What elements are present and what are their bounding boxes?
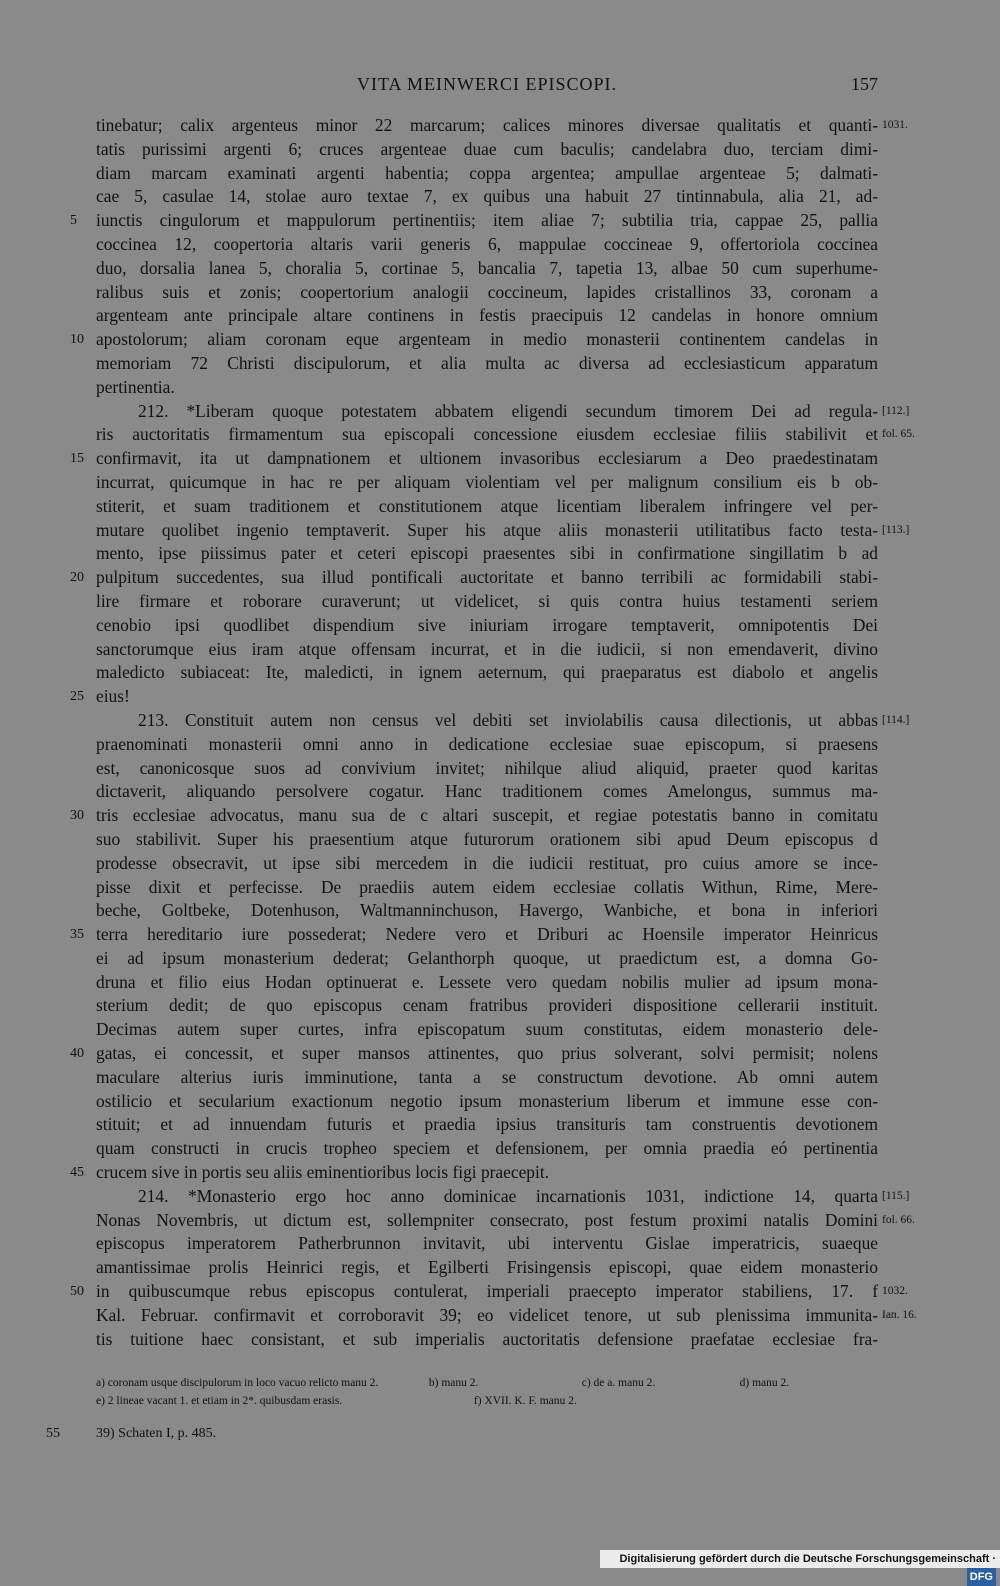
line-text: pulpitum succedentes, sua illud pontificali auctoritate et banno terribili ac formidabili stabi- bbox=[96, 567, 878, 588]
text-line bbox=[96, 400, 910, 424]
line-text: coccinea 12, coopertoria altaris varii generis 6, mappulae coccineae 9, offertoriola coccinea bbox=[96, 233, 878, 254]
line-text: druna et filio eius Hodan optinuerat e. Lessete vero quedam nobilis mulier ad ipsum mona- bbox=[96, 971, 878, 992]
text-line bbox=[96, 1066, 878, 1090]
dfg-logo: DFG bbox=[967, 1568, 996, 1586]
line-text: argenteam ante principale altare continens in festis praecipuis 12 candelas in honore omnium bbox=[96, 305, 878, 326]
footnote-e: e) 2 lineae vacant 1. et etiam in 2*. quibusdam erasis. bbox=[96, 1395, 343, 1407]
line-text: duo, dorsalia lanea 5, choralia 5, cortinae 5, bancalia 7, tapetia 13, albae 50 cum superhume- bbox=[96, 257, 878, 278]
line-text: 214. *Monasterio ergo hoc anno dominicae incarnationis 1031, indictione 14, quarta bbox=[138, 1185, 878, 1206]
line-text: 212. *Liberam quoque potestatem abbatem eligendi secundum timorem Dei ad regula- bbox=[138, 400, 878, 421]
text-line bbox=[70, 328, 878, 352]
text-line bbox=[96, 376, 878, 400]
line-number: 20 bbox=[70, 570, 84, 586]
line-text: episcopus imperatorem Patherbrunnon invitavit, ubi interventu Gislae imperatricis, suaeque bbox=[96, 1233, 878, 1254]
text-line bbox=[70, 1280, 908, 1304]
running-title: VITA MEINWERCI EPISCOPI. bbox=[356, 74, 618, 94]
text-line bbox=[70, 1042, 878, 1066]
line-text: sanctorumque eius iram atque offensam incurrat, et in die iudicii, si non emendaverit, divino bbox=[96, 638, 878, 659]
margin-note: 1032. bbox=[882, 1285, 908, 1298]
text-line bbox=[96, 780, 878, 804]
text-line bbox=[96, 1256, 878, 1280]
line-number: 5 bbox=[70, 213, 77, 229]
line-text: maledicto subiaceat: Ite, maledicti, in ignem aeternum, qui praeparatus est diabolo et angelis bbox=[96, 662, 878, 683]
text-line bbox=[96, 114, 908, 138]
reference-text: 39) Schaten I, p. 485. bbox=[96, 1426, 217, 1441]
text-line bbox=[96, 495, 878, 519]
text-line bbox=[96, 1137, 878, 1161]
line-text: est, canonicosque suos ad convivium invitet; nihilque aliud aliquid, praeter quod karitas bbox=[96, 757, 878, 778]
line-text: ostilicio et secularium exactionum negotio ipsum monasterium liberum et immune esse con- bbox=[96, 1090, 878, 1111]
text-line bbox=[96, 638, 878, 662]
line-text: crucem sive in portis seu aliis eminentioribus locis figi praecepit. bbox=[96, 1162, 550, 1183]
margin-note: [112.] bbox=[882, 404, 910, 417]
line-text: Kal. Februar. confirmavit et corroboravit 39; eo videlicet tenore, ut sub plenissima immunita- bbox=[96, 1304, 878, 1325]
text-line bbox=[96, 162, 878, 186]
text-line bbox=[70, 1161, 878, 1185]
text-line bbox=[96, 661, 878, 685]
line-text: apostolorum; aliam coronam eque argenteam in medio monasterii continentem candelas in bbox=[96, 329, 878, 350]
text-line bbox=[96, 852, 878, 876]
margin-note: 1031. bbox=[882, 119, 908, 131]
text-line bbox=[96, 281, 878, 305]
line-number: 30 bbox=[70, 808, 84, 824]
margin-note: fol. 65. bbox=[882, 428, 915, 441]
footnote-d: d) manu 2. bbox=[739, 1377, 790, 1389]
line-text: pisse dixit et perfecisse. De praediis autem eidem ecclesiae collatis Withun, Rime, Mere- bbox=[96, 876, 878, 897]
text-line bbox=[96, 542, 878, 566]
footnote-a: a) coronam usque discipulorum in loco vacuo relicto manu 2. bbox=[96, 1377, 379, 1389]
margin-note: [115.] bbox=[882, 1189, 910, 1202]
line-text: iunctis cingulorum et mappulorum pertinentiis; item aliae 7; subtilia tria, cappae 25, pallia bbox=[96, 210, 878, 231]
text-line bbox=[96, 733, 878, 757]
line-text: ris auctoritatis firmamentum sua episcopali concessione eiusdem ecclesiae filiis stabilivit et bbox=[96, 424, 878, 445]
line-text: stituit; et ad innuendam futuris et praedia ipsius transituris tam construentis devotionem bbox=[96, 1114, 878, 1135]
text-line bbox=[70, 566, 878, 590]
text-line bbox=[96, 423, 915, 447]
text-line bbox=[96, 519, 910, 543]
main-text bbox=[70, 114, 917, 1351]
text-line bbox=[96, 709, 910, 733]
line-text: tis tuitione haec consistant, et sub imperialis auctoritatis defensione praefatae ecclesiae fra- bbox=[96, 1328, 878, 1349]
line-text: maculare alterius iuris imminutione, tanta a se constructum devotione. Ab omni autem bbox=[96, 1066, 878, 1087]
line-text: prodesse obsecravit, ut ipse sibi mercedem in die iudicii restituat, pro cuius amore se ince- bbox=[96, 852, 878, 873]
text-line bbox=[96, 614, 878, 638]
line-text: stiterit, et suam traditionem et constitutionem atque licentiam liberalem infringere vel per- bbox=[96, 495, 878, 516]
text-line bbox=[96, 828, 878, 852]
running-header bbox=[96, 74, 878, 98]
line-text: sterium dedit; de quo episcopus cenam fratribus provideri dispositione cellerarii instituit. bbox=[96, 995, 878, 1016]
line-text: beche, Goltbeke, Dotenhuson, Waltmanninchuson, Havergo, Wanbiche, et bona in inferiori bbox=[96, 900, 878, 921]
margin-note: [113.] bbox=[882, 523, 910, 536]
line-text: tris ecclesiae advocatus, manu sua de c altari suscepit, et regiae potestatis banno in comitatu bbox=[96, 805, 878, 826]
text-line bbox=[70, 923, 878, 947]
text-line bbox=[96, 1232, 878, 1256]
line-text: cenobio ipsi quodlibet dispendium sive iniuriam irrogare temptaverit, omnipotentis Dei bbox=[96, 614, 878, 635]
text-line bbox=[96, 1113, 878, 1137]
text-line bbox=[96, 257, 878, 281]
footnote-line bbox=[96, 1392, 878, 1410]
text-line bbox=[70, 685, 878, 709]
line-text: ralibus suis et zonis; coopertorium analogii coccineum, lapides cristallinos 33, coronam a bbox=[96, 281, 878, 302]
text-line bbox=[70, 804, 878, 828]
text-line bbox=[70, 209, 878, 233]
line-text: 213. Constituit autem non census vel debiti set inviolabilis causa dilectionis, ut abbas bbox=[138, 709, 878, 730]
text-line bbox=[96, 233, 878, 257]
text-line bbox=[96, 1328, 878, 1352]
line-text: tinebatur; calix argenteus minor 22 marcarum; calices minores diversae qualitatis et quanti- bbox=[96, 115, 878, 135]
line-text: amantissimae prolis Heinrici regis, et Egilberti Frisingensis episcopi, quae eidem monasterio bbox=[96, 1257, 878, 1278]
line-text: incurrat, quicumque in hac re per aliquam violentiam vel per malignum consilium eis b ob- bbox=[96, 471, 878, 492]
footnote-f: f) XVII. K. F. manu 2. bbox=[473, 1395, 577, 1407]
text-line bbox=[70, 447, 878, 471]
text-line bbox=[96, 304, 878, 328]
footnote-line bbox=[96, 1374, 878, 1392]
footer-text: Digitalisierung gefördert durch die Deutsche Forschungsgemeinschaft · bbox=[619, 1553, 996, 1565]
line-text: ei ad ipsum monasterium dederat; Gelanthorph quoque, ut praedictum est, a domna Go- bbox=[96, 947, 878, 968]
footnotes bbox=[96, 1374, 878, 1410]
text-line bbox=[96, 1018, 878, 1042]
text-line bbox=[96, 971, 878, 995]
text-line bbox=[96, 471, 878, 495]
text-line bbox=[96, 185, 878, 209]
text-line bbox=[96, 590, 878, 614]
text-line bbox=[96, 994, 878, 1018]
line-text: mutare quolibet ingenio temptaverit. Super his atque aliis monasterii utilitatibus facto testa- bbox=[96, 519, 878, 540]
reference-note bbox=[46, 1424, 496, 1444]
line-number: 40 bbox=[70, 1046, 84, 1062]
text-line bbox=[96, 1090, 878, 1114]
text-line bbox=[96, 876, 878, 900]
line-text: lire firmare et roborare curaverunt; ut videlicet, si quis contra huius testamenti seriem bbox=[96, 590, 878, 611]
text-line bbox=[96, 1185, 910, 1209]
line-text: praenominati monasterii omni anno in dedicatione ecclesiae suae episcopum, si praesens bbox=[96, 733, 878, 754]
footnote-c: c) de a. manu 2. bbox=[581, 1377, 656, 1389]
line-text: tatis purissimi argenti 6; cruces argenteae duae cum baculis; candelabra duo, terciam dimi- bbox=[96, 138, 878, 159]
dfg-footer bbox=[600, 1550, 1000, 1583]
text-line bbox=[96, 947, 878, 971]
line-text: Nonas Novembris, ut dictum est, sollempniter consecrato, post festum proximi natalis Domini bbox=[96, 1209, 878, 1230]
line-number: 25 bbox=[70, 689, 84, 705]
line-text: confirmavit, ita ut dampnationem et ultionem invasoribus ecclesiarum a Deo praedestinatam bbox=[96, 448, 878, 469]
line-text: mento, ipse piissimus pater et ceteri episcopi praesentes sibi in confirmatione singillatim b ad bbox=[96, 543, 878, 564]
margin-note: Ian. 16. bbox=[882, 1308, 917, 1321]
line-text: suo stabilivit. Super his praesentium atque futurorum orationem sibi apud Deum episcopus d bbox=[96, 828, 878, 849]
line-text: eius! bbox=[96, 686, 130, 707]
line-number: 10 bbox=[70, 332, 84, 348]
line-text: in quibuscumque rebus episcopus contulerat, imperiali praecepto imperator stabiliens, 17. f bbox=[96, 1281, 878, 1302]
text-line bbox=[96, 1304, 917, 1328]
text-line bbox=[96, 138, 878, 162]
line-number: 45 bbox=[70, 1165, 84, 1181]
text-line bbox=[96, 899, 878, 923]
margin-note: fol. 66. bbox=[882, 1213, 915, 1226]
line-text: terra hereditario iure possederat; Nedere vero et Driburi ac Hoensile imperator Heinricus bbox=[96, 924, 878, 945]
line-text: diam marcam examinati argenti habentia; coppa argentea; ampullae argenteae 5; dalmati- bbox=[96, 162, 878, 183]
line-number: 15 bbox=[70, 451, 84, 467]
text-line bbox=[96, 757, 878, 781]
line-text: quam constructi in crucis tropheo speciem et defensionem, per omnia praedia eó pertinentia bbox=[96, 1138, 878, 1159]
line-text: pertinentia. bbox=[96, 376, 175, 397]
line-number: 35 bbox=[70, 927, 84, 943]
text-line bbox=[96, 1209, 915, 1233]
line-text: dictaverit, aliquando persolvere cogatur. Hanc traditionem comes Amelongus, summus ma- bbox=[96, 781, 878, 802]
text-line bbox=[96, 352, 878, 376]
page-number: 157 bbox=[851, 74, 878, 94]
line-number: 55 bbox=[46, 1426, 60, 1441]
margin-note: [114.] bbox=[882, 713, 910, 726]
line-number: 50 bbox=[70, 1284, 84, 1300]
footnote-b: b) manu 2. bbox=[428, 1377, 479, 1389]
line-text: memoriam 72 Christi discipulorum, et alia multa ac diversa ad ecclesiasticum apparatum bbox=[96, 352, 878, 373]
line-text: Decimas autem super curtes, infra episcopatum suum constitutas, eidem monasterio dele- bbox=[96, 1019, 878, 1040]
line-text: gatas, ei concessit, et super mansos attinentes, quo prius solverant, solvi permisit; nolens bbox=[96, 1043, 878, 1064]
line-text: cae 5, casulae 14, stolae auro textae 7, ex quibus una habuit 27 tintinnabula, alia 21, ad- bbox=[96, 186, 878, 207]
